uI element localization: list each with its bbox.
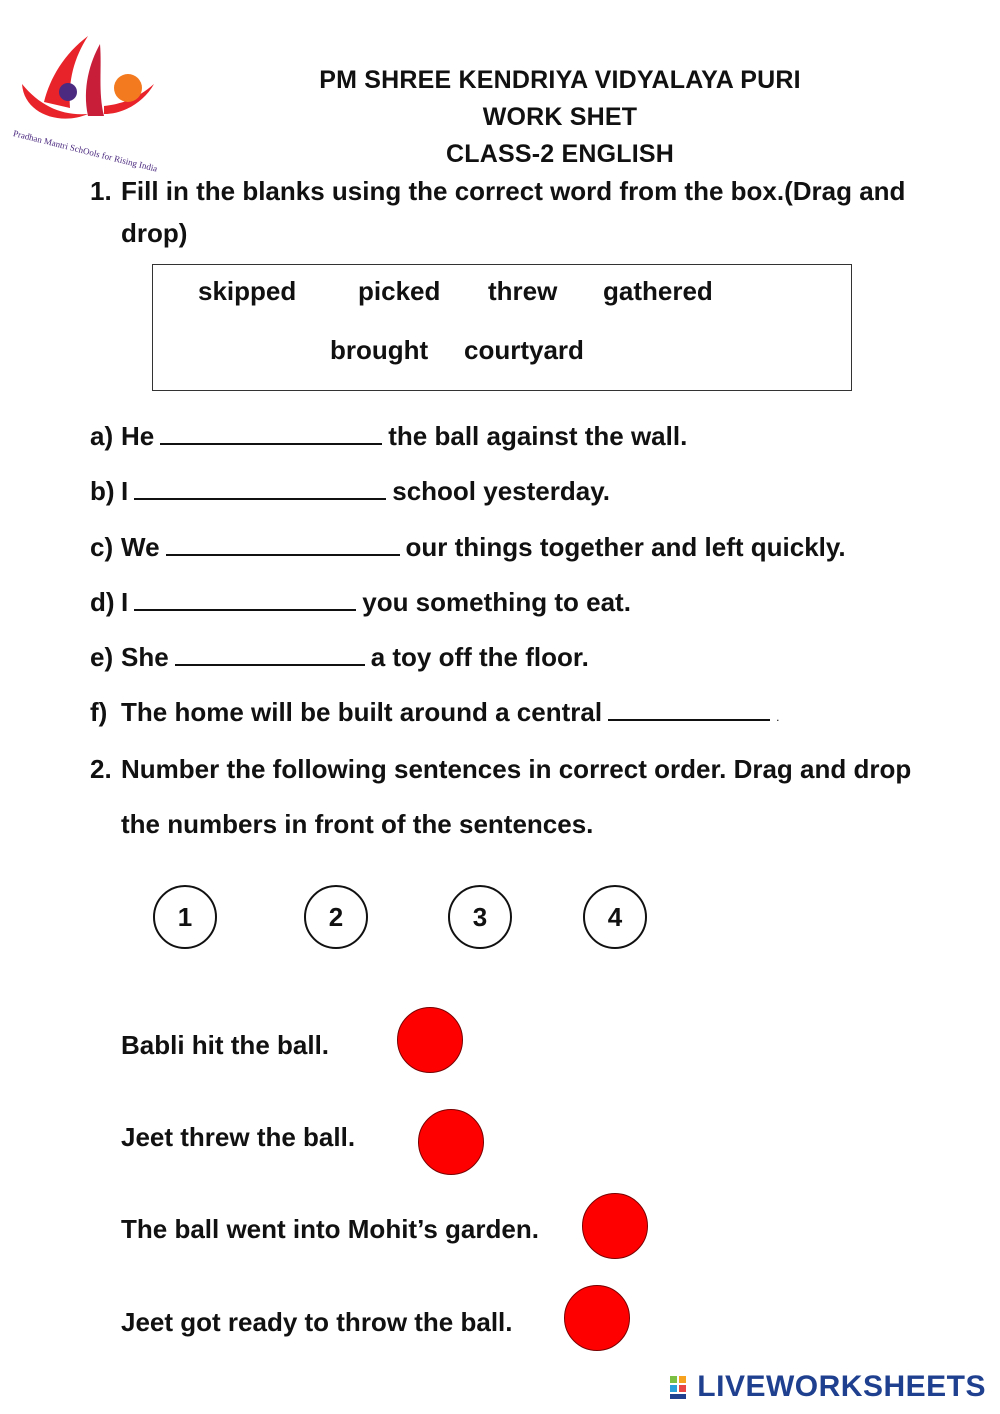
q2-instruction-line1: Number the following sentences in correct order. Drag and drop [121, 754, 912, 784]
row-label: c) [90, 532, 114, 562]
row-label: e) [90, 642, 114, 672]
q2-number: 2. [90, 754, 112, 784]
q1-row-d [90, 587, 631, 618]
q1-instruction-line1: Fill in the blanks using the correct word from the box.(Drag and [121, 176, 906, 206]
row-text-after: you something to eat. [362, 587, 631, 617]
row-text-before: I [121, 587, 129, 617]
school-logo [4, 18, 174, 174]
blank-input[interactable] [166, 532, 400, 556]
row-text-after: school yesterday. [392, 476, 610, 506]
row-text-after: . [776, 710, 780, 724]
row-label: a) [90, 421, 114, 451]
q2-instruction-line2: the numbers in front of the sentences. [121, 809, 594, 839]
blank-input[interactable] [175, 642, 365, 666]
row-text-before: We [121, 532, 160, 562]
word-courtyard[interactable]: courtyard [464, 335, 584, 365]
row-text-after: the ball against the wall. [388, 421, 688, 451]
number-chip-2[interactable]: 2 [304, 885, 368, 949]
q1-instruction-line2: drop) [121, 218, 188, 248]
logo-arc-text: Pradhan Mantri SchOols for Rising India [12, 128, 159, 174]
drop-target-1[interactable] [397, 1007, 463, 1073]
word-gathered[interactable]: gathered [603, 276, 713, 306]
row-text-before: He [121, 421, 155, 451]
blank-input[interactable] [608, 697, 770, 721]
sentence-3: The ball went into Mohit’s garden. [121, 1214, 539, 1244]
row-text-before: I [121, 476, 129, 506]
liveworksheets-brand [669, 1370, 986, 1404]
blank-input[interactable] [134, 476, 386, 500]
sentence-4: Jeet got ready to throw the ball. [121, 1307, 513, 1337]
brand-text: LIVEWORKSHEETS [697, 1370, 986, 1403]
row-text-before: She [121, 642, 169, 672]
number-chip-3[interactable]: 3 [448, 885, 512, 949]
word-picked[interactable]: picked [358, 276, 441, 306]
q1-row-e [90, 642, 589, 673]
word-threw[interactable]: threw [488, 276, 558, 306]
school-name: PM SHREE KENDRIYA VIDYALAYA PURI [319, 66, 801, 94]
sheet-title: WORK SHET [482, 103, 638, 131]
number-chip-4[interactable]: 4 [583, 885, 647, 949]
row-label: b) [90, 476, 115, 506]
row-text-after: our things together and left quickly. [405, 532, 846, 562]
q1-row-b [90, 476, 610, 507]
row-text-before: The home will be built around a central [121, 697, 603, 727]
word-brought[interactable]: brought [330, 335, 429, 365]
drop-target-3[interactable] [582, 1193, 648, 1259]
q1-row-f [90, 697, 779, 728]
drop-target-4[interactable] [564, 1285, 630, 1351]
class-title: CLASS-2 ENGLISH [445, 140, 675, 168]
liveworksheets-logo-icon [669, 1374, 695, 1400]
row-label: f) [90, 697, 108, 727]
number-chip-1[interactable]: 1 [153, 885, 217, 949]
word-skipped[interactable]: skipped [198, 276, 297, 306]
row-text-after: a toy off the floor. [370, 642, 589, 672]
q1-row-c [90, 532, 846, 563]
q1-row-a [90, 421, 687, 452]
drop-target-2[interactable] [418, 1109, 484, 1175]
blank-input[interactable] [134, 587, 356, 611]
blank-input[interactable] [160, 421, 382, 445]
row-label: d) [90, 587, 115, 617]
q1-number: 1. [90, 176, 112, 206]
sentence-2: Jeet threw the ball. [121, 1122, 356, 1152]
sentence-1: Babli hit the ball. [121, 1030, 330, 1060]
